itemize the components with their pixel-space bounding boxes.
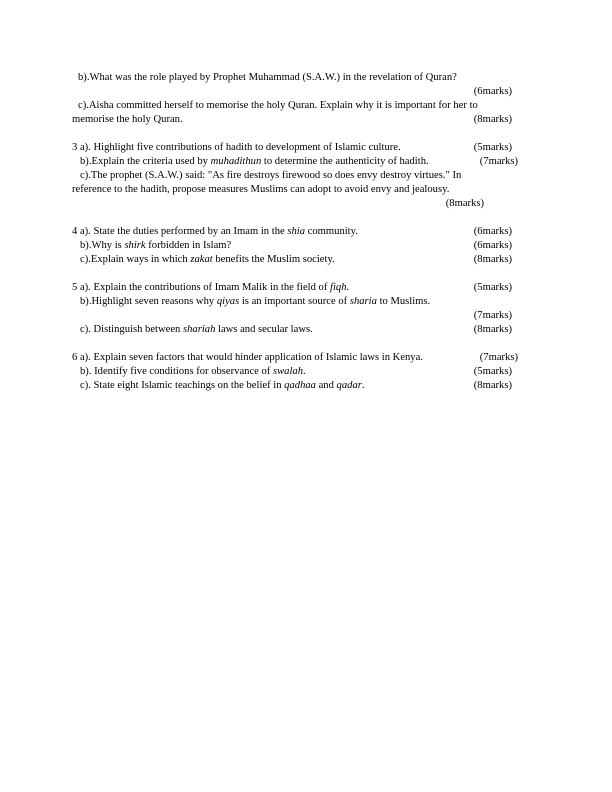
q3a-text: 3 a). Highlight five contributions of hadith to development of Islamic culture.: [72, 142, 401, 153]
q6c-text: c). State eight Islamic teachings on the belief in qadhaa and qadar.: [80, 380, 365, 391]
q5c-marks: (8marks): [473, 324, 512, 335]
q4a-text: 4 a). State the duties performed by an Imam in the shia community.: [72, 226, 358, 237]
q3c-line1: c).The prophet (S.A.W.) said: "As fire destroys firewood so does envy destroy virtues." In: [80, 170, 462, 181]
q6c-marks: (8marks): [473, 380, 512, 391]
q4c-text: c).Explain ways in which zakat benefits the Muslim society.: [80, 254, 335, 265]
q4b-text: b).Why is shirk forbidden in Islam?: [80, 240, 232, 251]
q5b-text: b).Highlight seven reasons why qiyas is an important source of sharia to Muslims.: [80, 296, 431, 307]
q2c-line1: c).Aisha committed herself to memorise the holy Quran. Explain why it is important for her to: [78, 100, 478, 111]
q2c-line2: memorise the holy Quran.: [72, 114, 183, 125]
q5c-text: c). Distinguish between shariah laws and secular laws.: [80, 324, 313, 335]
q2b-marks: (6marks): [473, 86, 512, 97]
q5a-text: 5 a). Explain the contributions of Imam Malik in the field of fiqh.: [72, 282, 350, 293]
q5a-marks: (5marks): [473, 282, 512, 293]
q4b-marks: (6marks): [473, 240, 512, 251]
q3b-marks: (7marks): [479, 156, 518, 167]
q6a-marks: (7marks): [479, 352, 518, 363]
q6b-text: b). Identify five conditions for observance of swalah.: [80, 366, 306, 377]
q3c-line2: reference to the hadith, propose measures Muslims can adopt to avoid envy and jealousy.: [72, 184, 450, 195]
q6a-text: 6 a). Explain seven factors that would hinder application of Islamic laws in Kenya.: [72, 352, 423, 363]
q6b-marks: (5marks): [473, 366, 512, 377]
q2c-marks: (8marks): [473, 114, 512, 125]
q3a-marks: (5marks): [473, 142, 512, 153]
q3b-text: b).Explain the criteria used by muhadithun to determine the authenticity of hadith.: [80, 156, 429, 167]
q3c-marks: (8marks): [445, 198, 484, 209]
q5b-marks: (7marks): [473, 310, 512, 321]
q2b-text: b).What was the role played by Prophet Muhammad (S.A.W.) in the revelation of Quran?: [78, 72, 457, 83]
q4c-marks: (8marks): [473, 254, 512, 265]
q4a-marks: (6marks): [473, 226, 512, 237]
